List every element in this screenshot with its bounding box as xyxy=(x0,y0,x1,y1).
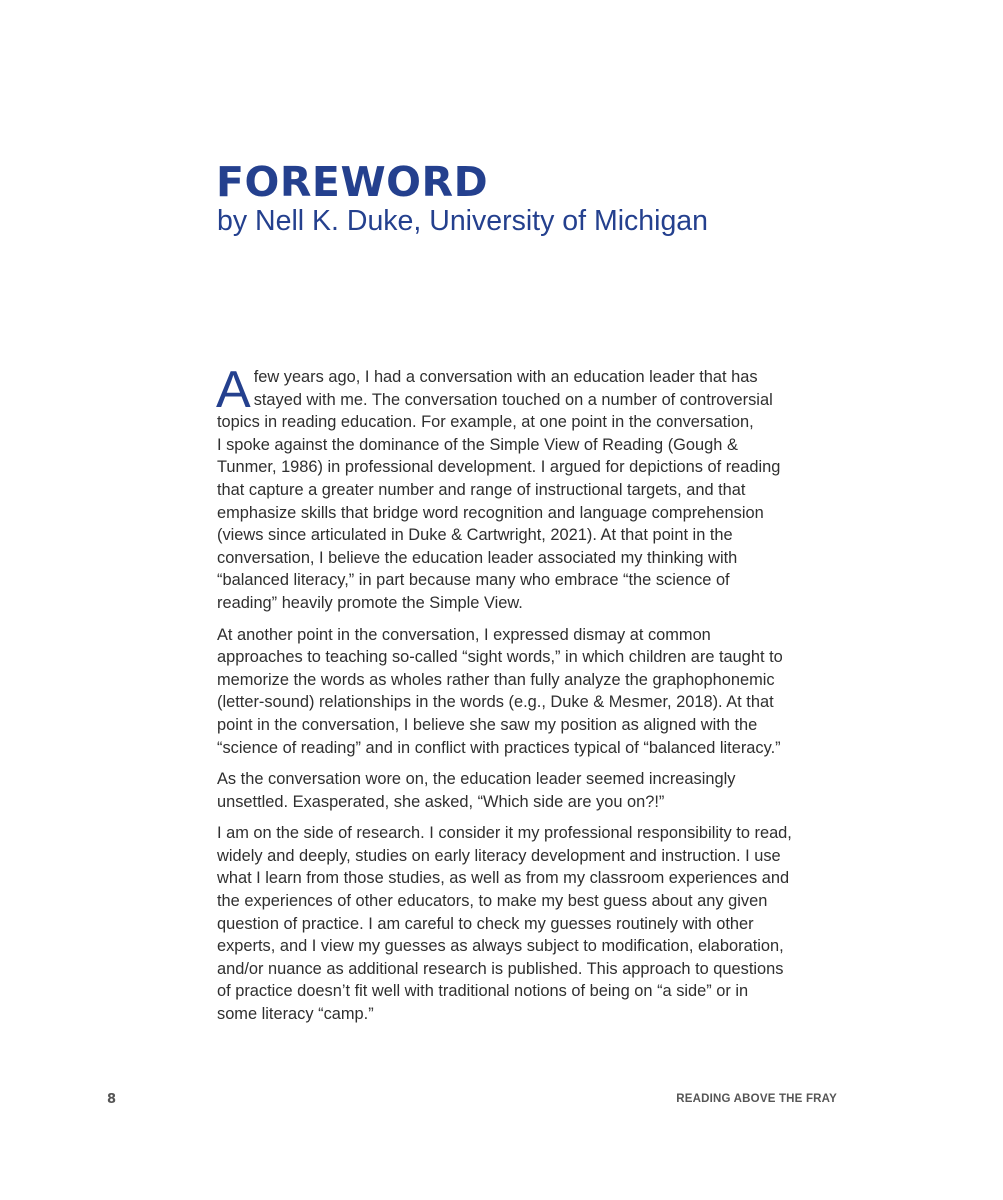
page-title: FOREWORD xyxy=(216,158,489,206)
paragraph-4 xyxy=(217,822,847,1025)
text-line: (letter-sound) relationships in the words (e.g., Duke & Mesmer, 2018). At that xyxy=(217,693,774,712)
text-line: “balanced literacy,” in part because many who embrace “the science of xyxy=(217,571,730,590)
text-line: conversation, I believe the education leader associated my thinking with xyxy=(217,548,738,567)
text-line: point in the conversation, I believe she saw my position as aligned with the xyxy=(217,715,758,734)
paragraph-3 xyxy=(217,768,847,813)
text-line: what I learn from those studies, as well as from my classroom experiences and xyxy=(217,869,790,888)
text-line: (views since articulated in Duke & Cartwright, 2021). At that point in the xyxy=(217,526,733,545)
text-line: approaches to teaching so-called “sight words,” in which children are taught to xyxy=(217,648,783,667)
text-line: widely and deeply, studies on early literacy development and instruction. I use xyxy=(217,846,781,865)
text-line: stayed with me. The conversation touched on a number of controversial xyxy=(253,390,773,409)
text-line: that capture a greater number and range of instructional targets, and that xyxy=(217,480,746,499)
text-line: of practice doesn’t fit well with traditional notions of being on “a side” or in xyxy=(217,982,749,1001)
text-line: At another point in the conversation, I expressed dismay at common xyxy=(217,625,711,644)
page-number: 8 xyxy=(107,1092,117,1107)
text-line: and/or nuance as additional research is published. This approach to questions xyxy=(217,959,784,978)
paragraph-2 xyxy=(217,624,847,760)
text-line: Tunmer, 1986) in professional development. I argued for depictions of reading xyxy=(217,458,781,477)
text-line: topics in reading education. For example, at one point in the conversation, xyxy=(217,413,754,432)
drop-cap: A xyxy=(216,361,251,419)
text-line: unsettled. Exasperated, she asked, “Which side are you on?!” xyxy=(217,792,665,811)
text-line: I spoke against the dominance of the Simple View of Reading (Gough & xyxy=(217,435,738,454)
text-line: reading” heavily promote the Simple View. xyxy=(217,593,523,612)
page-subtitle: by Nell K. Duke, University of Michigan xyxy=(217,205,709,237)
text-line: some literacy “camp.” xyxy=(217,1005,374,1024)
text-line: emphasize skills that bridge word recognition and language comprehension xyxy=(217,503,764,522)
text-line: I am on the side of research. I consider it my professional responsibility to read, xyxy=(217,824,792,843)
body-text xyxy=(216,361,847,1035)
text-line: As the conversation wore on, the education leader seemed increasingly xyxy=(217,770,736,789)
text-line: experts, and I view my guesses as always subject to modification, elaboration, xyxy=(217,937,784,956)
paragraph-1 xyxy=(216,361,847,615)
text-line: question of practice. I am careful to check my guesses routinely with other xyxy=(217,914,754,933)
text-line: the experiences of other educators, to make my best guess about any given xyxy=(217,892,768,911)
text-line: “science of reading” and in conflict with practices typical of “balanced literacy.” xyxy=(217,738,781,757)
text-line: memorize the words as wholes rather than fully analyze the graphophonemic xyxy=(217,670,775,689)
text-line: few years ago, I had a conversation with an education leader that has xyxy=(253,368,758,386)
running-title: READING ABOVE THE FRAY xyxy=(676,1093,837,1105)
